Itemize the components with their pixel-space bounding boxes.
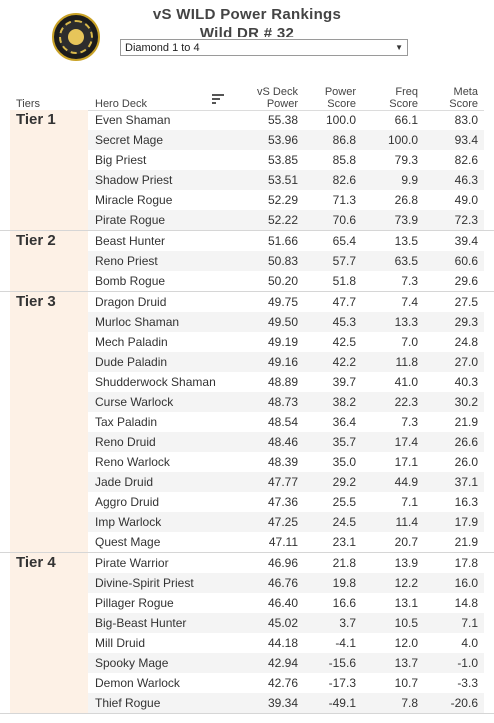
power-score-cell: 70.6 xyxy=(332,213,356,227)
freq-score-cell: 13.1 xyxy=(394,596,418,610)
freq-score-cell: 12.2 xyxy=(394,576,418,590)
table-row[interactable] xyxy=(0,593,494,613)
hero-deck-cell: Imp Warlock xyxy=(95,515,162,529)
table-row[interactable] xyxy=(0,392,494,412)
meta-score-cell: 27.0 xyxy=(454,355,478,369)
table-row[interactable] xyxy=(0,150,494,170)
table-row[interactable] xyxy=(0,210,494,230)
meta-score-cell: 24.8 xyxy=(454,335,478,349)
tier-label: Tier 1 xyxy=(10,110,88,230)
hero-deck-cell: Big-Beast Hunter xyxy=(95,616,187,630)
rankings-table xyxy=(0,110,494,714)
table-row[interactable] xyxy=(0,573,494,593)
deck-power-cell: 46.76 xyxy=(267,576,298,590)
hero-deck-cell: Curse Warlock xyxy=(95,395,174,409)
deck-power-cell: 49.19 xyxy=(267,335,298,349)
power-score-cell: 38.2 xyxy=(332,395,356,409)
table-row[interactable] xyxy=(0,231,494,251)
meta-score-cell: 46.3 xyxy=(454,173,478,187)
tier-group xyxy=(0,292,494,553)
hero-deck-cell: Bomb Rogue xyxy=(95,274,166,288)
freq-score-cell: 10.7 xyxy=(394,676,418,690)
meta-score-cell: 14.8 xyxy=(454,596,478,610)
hero-deck-cell: Beast Hunter xyxy=(95,234,166,248)
meta-score-cell: 82.6 xyxy=(454,153,478,167)
rank-filter-dropdown[interactable] xyxy=(120,39,408,56)
table-row[interactable] xyxy=(0,130,494,150)
freq-score-cell: 100.0 xyxy=(387,133,418,147)
hero-deck-cell: Spooky Mage xyxy=(95,656,169,670)
deck-power-cell: 47.36 xyxy=(267,495,298,509)
freq-score-cell: 63.5 xyxy=(394,254,418,268)
table-row[interactable] xyxy=(0,292,494,312)
deck-power-cell: 48.54 xyxy=(267,415,298,429)
freq-score-cell: 41.0 xyxy=(394,375,418,389)
freq-score-cell: 9.9 xyxy=(401,173,418,187)
freq-score-cell: 7.4 xyxy=(401,295,418,309)
power-score-cell: 21.8 xyxy=(332,556,356,570)
meta-score-cell: 93.4 xyxy=(454,133,478,147)
table-row[interactable] xyxy=(0,472,494,492)
power-score-cell: 42.5 xyxy=(332,335,356,349)
table-row[interactable] xyxy=(0,532,494,552)
tier-label: Tier 2 xyxy=(10,231,88,291)
power-score-cell: 57.7 xyxy=(332,254,356,268)
deck-power-cell: 46.40 xyxy=(267,596,298,610)
meta-score-cell: 39.4 xyxy=(454,234,478,248)
meta-score-cell: 16.0 xyxy=(454,576,478,590)
column-header-freq-score-line1: Freq xyxy=(395,86,418,98)
tier-group xyxy=(0,110,494,231)
deck-power-cell: 51.66 xyxy=(267,234,298,248)
deck-power-cell: 52.22 xyxy=(267,213,298,227)
meta-score-cell: 72.3 xyxy=(454,213,478,227)
table-row[interactable] xyxy=(0,312,494,332)
freq-score-cell: 26.8 xyxy=(394,193,418,207)
column-header-meta-score-line2: Score xyxy=(449,98,478,110)
meta-score-cell: 83.0 xyxy=(454,113,478,127)
power-score-cell: 39.7 xyxy=(332,375,356,389)
freq-score-cell: 17.1 xyxy=(394,455,418,469)
freq-score-cell: 11.4 xyxy=(395,515,418,529)
power-score-cell: -4.1 xyxy=(335,636,356,650)
power-score-cell: 85.8 xyxy=(332,153,356,167)
freq-score-cell: 13.5 xyxy=(394,234,418,248)
deck-power-cell: 47.11 xyxy=(268,535,298,549)
meta-score-cell: 16.3 xyxy=(454,495,478,509)
power-score-cell: 16.6 xyxy=(332,596,356,610)
freq-score-cell: 7.3 xyxy=(401,274,418,288)
table-row[interactable] xyxy=(0,412,494,432)
power-score-cell: 71.3 xyxy=(332,193,356,207)
tier-label: Tier 4 xyxy=(10,553,88,713)
column-header-deck-power[interactable] xyxy=(257,86,298,110)
power-score-cell: -17.3 xyxy=(328,676,356,690)
page-subtitle: Wild DR # 32 xyxy=(199,25,295,37)
freq-score-cell: 13.9 xyxy=(394,556,418,570)
hero-deck-cell: Tax Paladin xyxy=(95,415,158,429)
freq-score-cell: 7.3 xyxy=(401,415,418,429)
column-header-meta-score-line1: Meta xyxy=(453,86,478,98)
column-header-deck-power-line1: vS Deck xyxy=(257,86,298,98)
freq-score-cell: 13.7 xyxy=(394,656,418,670)
meta-score-cell: 17.8 xyxy=(454,556,478,570)
power-score-cell: 100.0 xyxy=(325,113,356,127)
power-score-cell: 86.8 xyxy=(332,133,356,147)
table-header xyxy=(0,86,494,110)
deck-power-cell: 55.38 xyxy=(267,113,298,127)
table-row[interactable] xyxy=(0,352,494,372)
deck-power-cell: 45.02 xyxy=(267,616,298,630)
hero-deck-cell: Mill Druid xyxy=(95,636,146,650)
meta-score-cell: 27.5 xyxy=(454,295,478,309)
column-header-freq-score-line2: Score xyxy=(389,98,418,110)
meta-score-cell: 4.0 xyxy=(461,636,478,650)
power-score-cell: 24.5 xyxy=(332,515,356,529)
power-score-cell: 45.3 xyxy=(332,315,356,329)
meta-score-cell: -1.0 xyxy=(457,656,478,670)
meta-score-cell: 26.0 xyxy=(454,455,478,469)
meta-score-cell: 21.9 xyxy=(454,535,478,549)
column-header-power-score-line2: Score xyxy=(327,98,356,110)
table-row[interactable] xyxy=(0,110,494,130)
power-score-cell: 42.2 xyxy=(332,355,356,369)
meta-score-cell: 29.3 xyxy=(454,315,478,329)
table-row[interactable] xyxy=(0,492,494,512)
deck-power-cell: 53.96 xyxy=(267,133,298,147)
deck-power-cell: 52.29 xyxy=(267,193,298,207)
hero-deck-cell: Even Shaman xyxy=(95,113,171,127)
table-row[interactable] xyxy=(0,271,494,291)
meta-score-cell: 40.3 xyxy=(454,375,478,389)
deck-power-cell: 44.18 xyxy=(267,636,298,650)
meta-score-cell: 60.6 xyxy=(454,254,478,268)
meta-score-cell: -3.3 xyxy=(457,676,478,690)
deck-power-cell: 48.39 xyxy=(267,455,298,469)
table-row[interactable] xyxy=(0,613,494,633)
meta-score-cell: 30.2 xyxy=(454,395,478,409)
table-row[interactable] xyxy=(0,673,494,693)
freq-score-cell: 17.4 xyxy=(394,435,418,449)
chevron-down-icon: ▼ xyxy=(395,43,403,52)
hero-deck-cell: Murloc Shaman xyxy=(95,315,180,329)
freq-score-cell: 7.0 xyxy=(401,335,418,349)
freq-score-cell: 11.8 xyxy=(395,355,418,369)
hero-deck-cell: Shadow Priest xyxy=(95,173,173,187)
hero-deck-cell: Pirate Rogue xyxy=(95,213,166,227)
column-header-freq-score[interactable] xyxy=(389,86,418,110)
hero-deck-cell: Shudderwock Shaman xyxy=(95,375,216,389)
hero-deck-cell: Big Priest xyxy=(95,153,147,167)
deck-power-cell: 49.50 xyxy=(267,315,298,329)
deck-power-cell: 46.96 xyxy=(267,556,298,570)
column-header-hero-deck[interactable]: Hero Deck xyxy=(95,98,147,110)
freq-score-cell: 7.1 xyxy=(401,495,418,509)
hero-deck-cell: Jade Druid xyxy=(95,475,154,489)
deck-power-cell: 50.20 xyxy=(267,274,298,288)
sort-descending-icon[interactable] xyxy=(212,94,224,107)
deck-power-cell: 49.16 xyxy=(267,355,298,369)
page-title: vS WILD Power Rankings xyxy=(152,6,342,23)
power-score-cell: -49.1 xyxy=(328,696,356,710)
power-score-cell: 3.7 xyxy=(339,616,356,630)
power-score-cell: 51.8 xyxy=(332,274,356,288)
tier-group xyxy=(0,231,494,292)
hero-deck-cell: Reno Druid xyxy=(95,435,156,449)
freq-score-cell: 79.3 xyxy=(394,153,418,167)
freq-score-cell: 73.9 xyxy=(394,213,418,227)
freq-score-cell: 44.9 xyxy=(394,475,418,489)
power-score-cell: -15.6 xyxy=(328,656,356,670)
rank-filter-value: Diamond 1 to 4 xyxy=(125,41,200,54)
deck-power-cell: 47.25 xyxy=(267,515,298,529)
meta-score-cell: 29.6 xyxy=(454,274,478,288)
table-row[interactable] xyxy=(0,190,494,210)
freq-score-cell: 22.3 xyxy=(394,395,418,409)
freq-score-cell: 12.0 xyxy=(394,636,418,650)
column-header-power-score[interactable] xyxy=(325,86,356,110)
deck-power-cell: 53.85 xyxy=(267,153,298,167)
column-header-tiers: Tiers xyxy=(16,98,41,110)
table-row[interactable] xyxy=(0,251,494,271)
hero-deck-cell: Reno Warlock xyxy=(95,455,170,469)
hero-deck-cell: Pirate Warrior xyxy=(95,556,169,570)
freq-score-cell: 66.1 xyxy=(394,113,418,127)
column-header-power-score-line1: Power xyxy=(324,86,356,98)
table-row[interactable] xyxy=(0,170,494,190)
deck-power-cell: 48.89 xyxy=(267,375,298,389)
deck-power-cell: 42.76 xyxy=(267,676,298,690)
table-row[interactable] xyxy=(0,332,494,352)
power-score-cell: 82.6 xyxy=(332,173,356,187)
table-row[interactable] xyxy=(0,372,494,392)
tier-label: Tier 3 xyxy=(10,292,88,552)
hero-deck-cell: Divine-Spirit Priest xyxy=(95,576,194,590)
hero-deck-cell: Mech Paladin xyxy=(95,335,168,349)
hero-deck-cell: Thief Rogue xyxy=(95,696,161,710)
meta-score-cell: 21.9 xyxy=(454,415,478,429)
meta-score-cell: 37.1 xyxy=(454,475,478,489)
deck-power-cell: 49.75 xyxy=(267,295,298,309)
freq-score-cell: 13.3 xyxy=(394,315,418,329)
table-row[interactable] xyxy=(0,693,494,713)
table-row[interactable] xyxy=(0,633,494,653)
table-row[interactable] xyxy=(0,553,494,573)
deck-power-cell: 48.73 xyxy=(267,395,298,409)
deck-power-cell: 53.51 xyxy=(267,173,298,187)
hero-deck-cell: Aggro Druid xyxy=(95,495,160,509)
hero-deck-cell: Demon Warlock xyxy=(95,676,180,690)
deck-power-cell: 47.77 xyxy=(267,475,298,489)
deck-power-cell: 39.34 xyxy=(267,696,298,710)
power-score-cell: 35.7 xyxy=(332,435,356,449)
hero-deck-cell: Dude Paladin xyxy=(95,355,168,369)
tier-group xyxy=(0,553,494,714)
deck-power-cell: 48.46 xyxy=(267,435,298,449)
deck-power-cell: 42.94 xyxy=(267,656,298,670)
power-score-cell: 36.4 xyxy=(332,415,356,429)
freq-score-cell: 10.5 xyxy=(394,616,418,630)
power-score-cell: 23.1 xyxy=(332,535,356,549)
hero-deck-cell: Secret Mage xyxy=(95,133,164,147)
power-score-cell: 29.2 xyxy=(332,475,356,489)
column-header-meta-score[interactable] xyxy=(449,86,478,110)
power-score-cell: 19.8 xyxy=(332,576,356,590)
deck-power-cell: 50.83 xyxy=(267,254,298,268)
hero-deck-cell: Dragon Druid xyxy=(95,295,167,309)
power-score-cell: 35.0 xyxy=(332,455,356,469)
meta-score-cell: 7.1 xyxy=(461,616,478,630)
meta-score-cell: 17.9 xyxy=(454,515,478,529)
power-score-cell: 47.7 xyxy=(332,295,356,309)
hero-deck-cell: Quest Mage xyxy=(95,535,161,549)
hero-deck-cell: Miracle Rogue xyxy=(95,193,173,207)
table-row[interactable] xyxy=(0,653,494,673)
power-score-cell: 25.5 xyxy=(332,495,356,509)
hero-deck-cell: Pillager Rogue xyxy=(95,596,174,610)
meta-score-cell: 26.6 xyxy=(454,435,478,449)
freq-score-cell: 7.8 xyxy=(401,696,418,710)
freq-score-cell: 20.7 xyxy=(394,535,418,549)
table-row[interactable] xyxy=(0,512,494,532)
table-row[interactable] xyxy=(0,452,494,472)
meta-score-cell: 49.0 xyxy=(454,193,478,207)
power-score-cell: 65.4 xyxy=(332,234,356,248)
table-row[interactable] xyxy=(0,432,494,452)
hero-deck-cell: Reno Priest xyxy=(95,254,158,268)
column-header-deck-power-line2: Power xyxy=(266,98,298,110)
meta-score-cell: -20.6 xyxy=(450,696,478,710)
